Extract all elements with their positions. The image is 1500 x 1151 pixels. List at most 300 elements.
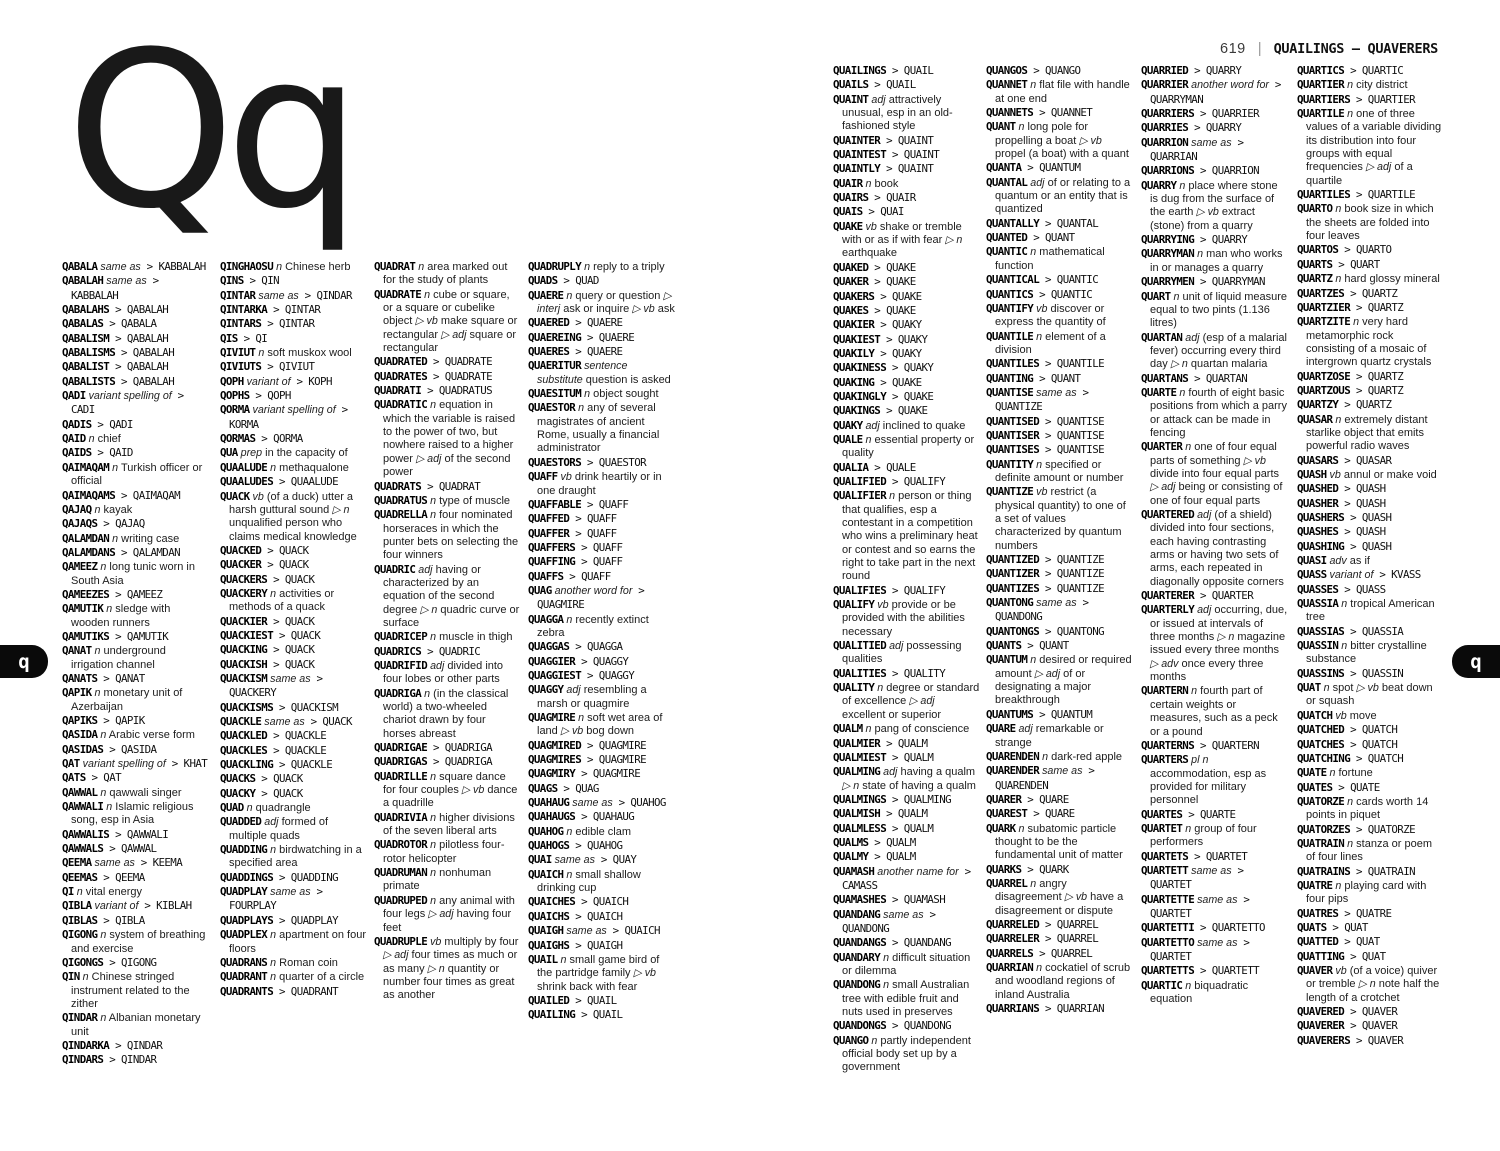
headword: QIBLA bbox=[62, 899, 92, 913]
headword: QUASSIA bbox=[1297, 597, 1339, 611]
headword: QUAVER bbox=[1297, 964, 1333, 977]
cross-reference: > QUAG bbox=[557, 781, 599, 795]
headword: QUANTIC bbox=[986, 245, 1028, 259]
headword: QUAVERED bbox=[1297, 1005, 1345, 1019]
dictionary-entry bbox=[1297, 497, 1444, 511]
cross-reference: > QUANDONG bbox=[995, 596, 1089, 624]
headword: QUADRELLA bbox=[374, 508, 428, 522]
headword: QUACKED bbox=[220, 543, 262, 557]
part-of-speech-label: n bbox=[880, 979, 890, 992]
headword: QUANTAL bbox=[986, 175, 1028, 189]
dictionary-entry bbox=[986, 807, 1133, 821]
cross-reference: > QUATCH bbox=[1344, 737, 1398, 751]
definition-text: group of four performers bbox=[1150, 822, 1257, 849]
dictionary-entry bbox=[1141, 739, 1288, 753]
cross-reference: > QUAHOG bbox=[569, 839, 623, 853]
headword: QUAKINGS bbox=[833, 404, 881, 418]
headword: QUADRATUS bbox=[374, 493, 428, 507]
headword: QUALIFIED bbox=[833, 474, 887, 488]
definition-text: quartan malaria bbox=[1187, 358, 1268, 371]
headword: QAJAQ bbox=[62, 502, 92, 516]
cross-reference: > QUASSIN bbox=[1344, 666, 1404, 680]
dictionary-entry bbox=[1297, 413, 1444, 454]
definition-text: Arabic verse form bbox=[106, 729, 195, 742]
dictionary-entry bbox=[1297, 583, 1444, 597]
dictionary-entry bbox=[528, 895, 675, 909]
dictionary-entry bbox=[1141, 603, 1288, 684]
part-of-speech-label: n bbox=[103, 603, 113, 616]
part-of-speech-label: ▷ vb bbox=[1076, 134, 1102, 147]
cross-reference: > QAIMAQAM bbox=[115, 488, 181, 502]
cross-reference: > QAMUTIK bbox=[109, 629, 169, 643]
part-of-speech-label: n bbox=[91, 645, 101, 658]
headword: QUASHED bbox=[1297, 482, 1339, 496]
cross-reference: > QUAHAUG bbox=[575, 810, 635, 824]
headword: QUADRATS bbox=[374, 479, 422, 493]
cross-reference: > QUACK bbox=[255, 772, 303, 786]
dictionary-entry bbox=[986, 932, 1133, 946]
headword: QUALIA bbox=[833, 460, 869, 474]
headword: QUACKISH bbox=[220, 657, 268, 671]
dictionary-entry bbox=[374, 384, 521, 398]
headword: QUACKER bbox=[220, 558, 262, 572]
headword: QUALE bbox=[833, 432, 863, 446]
dictionary-entry bbox=[62, 871, 209, 885]
part-of-speech-label: same as bbox=[261, 716, 305, 728]
headword: QOPHS bbox=[220, 389, 250, 403]
headword: QUASAR bbox=[1297, 412, 1333, 426]
definition-text: divide into four equal parts bbox=[1150, 467, 1280, 480]
definition-text: cockatiel of scrub and woodland regions of inland Australia bbox=[995, 962, 1131, 1001]
part-of-speech-label: adj bbox=[880, 766, 898, 779]
part-of-speech-label: n bbox=[97, 561, 107, 574]
dictionary-entry bbox=[220, 346, 367, 360]
dictionary-entry bbox=[220, 672, 367, 701]
dictionary-entry bbox=[62, 714, 209, 728]
cross-reference: > QORMA bbox=[255, 432, 303, 446]
headword: QAID bbox=[62, 432, 86, 446]
dictionary-entry bbox=[1297, 781, 1444, 795]
dictionary-entry bbox=[986, 245, 1133, 273]
dictionary-entry bbox=[1297, 639, 1444, 667]
part-of-speech-label: vb bbox=[1326, 468, 1341, 481]
dictionary-entry bbox=[62, 489, 209, 503]
dictionary-entry bbox=[374, 935, 521, 1003]
dictionary-entry bbox=[220, 843, 367, 871]
headword: QUARTERLY bbox=[1141, 603, 1195, 617]
dictionary-entry bbox=[528, 782, 675, 796]
dictionary-entry bbox=[62, 461, 209, 489]
dictionary-entry bbox=[374, 370, 521, 384]
dictionary-entry bbox=[833, 347, 980, 361]
definition-text: (of a shield) divided into four sections, each having contrasting arms or having two sets of arms, each repeated in diagonally opposite corners bbox=[1150, 509, 1284, 588]
dictionary-entry bbox=[1297, 64, 1444, 78]
headword: QUAINTER bbox=[833, 133, 881, 147]
headword: QUAIRS bbox=[833, 191, 869, 205]
headword: QUAEREING bbox=[528, 330, 582, 344]
part-of-speech-label: vb bbox=[874, 599, 889, 612]
dictionary-entry bbox=[1141, 136, 1288, 165]
part-of-speech-label: pl n bbox=[1188, 754, 1209, 767]
headword: QUARENDER bbox=[986, 764, 1040, 778]
headword: QUALIFIES bbox=[833, 583, 887, 597]
dictionary-entry bbox=[220, 715, 367, 729]
cross-reference: > QUACKLE bbox=[273, 758, 333, 772]
headword: QUAALUDES bbox=[220, 475, 274, 489]
cross-reference: > QEEMA bbox=[97, 870, 145, 884]
dictionary-entry bbox=[374, 563, 521, 631]
dictionary-entry bbox=[833, 205, 980, 219]
dictionary-entry bbox=[1141, 936, 1288, 965]
definition-text: have a disagreement or dispute bbox=[995, 891, 1124, 917]
thumb-tab-letter: q bbox=[1470, 650, 1482, 673]
part-of-speech-label: n bbox=[1194, 248, 1204, 261]
dictionary-entry bbox=[833, 191, 980, 205]
dictionary-entry bbox=[1141, 864, 1288, 893]
part-of-speech-label: variant spelling of bbox=[249, 404, 336, 417]
headword: QUADRATI bbox=[374, 384, 422, 398]
part-of-speech-label: n bbox=[267, 844, 277, 857]
dictionary-entry bbox=[833, 361, 980, 375]
headword: QUACKY bbox=[220, 786, 256, 800]
dictionary-entry bbox=[528, 512, 675, 526]
headword: QUATRES bbox=[1297, 906, 1339, 920]
cross-reference: > QINDAR bbox=[103, 1053, 157, 1067]
headword: QUAGMIRY bbox=[528, 767, 576, 781]
headword: QUARRIES bbox=[1141, 121, 1189, 135]
headword: QUARTIER bbox=[1297, 78, 1345, 92]
headword: QUARTETTO bbox=[1141, 935, 1195, 949]
dictionary-entry bbox=[220, 871, 367, 885]
part-of-speech-label: n bbox=[880, 951, 890, 964]
headword: QUANTICAL bbox=[986, 273, 1040, 287]
dictionary-entry bbox=[986, 863, 1133, 877]
definition-text: biquadratic equation bbox=[1150, 979, 1249, 1006]
cross-reference: > QUARRIER bbox=[1194, 107, 1260, 121]
headword: QUASSIN bbox=[1297, 639, 1339, 653]
definition-text: resembling a marsh or quagmire bbox=[537, 684, 647, 710]
cross-reference: > QUANTAL bbox=[1039, 216, 1099, 230]
cross-reference: > QUAI bbox=[862, 205, 904, 219]
dictionary-entry bbox=[220, 332, 367, 346]
dictionary-entry bbox=[220, 815, 367, 843]
cross-reference: > QUALITY bbox=[886, 666, 946, 680]
dictionary-entry bbox=[1297, 837, 1444, 865]
headword: QUANGO bbox=[833, 1033, 869, 1047]
cross-reference: > KHAT bbox=[165, 757, 208, 771]
cross-reference: > QUANGO bbox=[1027, 64, 1081, 77]
headword: QUARTETT bbox=[1141, 863, 1189, 877]
part-of-speech-label: n bbox=[1344, 837, 1354, 850]
cross-reference: > QUAESTOR bbox=[581, 455, 647, 469]
dictionary-entry bbox=[986, 722, 1133, 750]
headword: QUANTIZER bbox=[986, 567, 1040, 581]
dictionary-entry bbox=[833, 148, 980, 162]
dictionary-entry bbox=[528, 331, 675, 345]
part-of-speech-label: n bbox=[91, 503, 101, 516]
headword: QUARTETTS bbox=[1141, 964, 1195, 978]
definition-text: monetary unit of Azerbaijan bbox=[71, 687, 183, 713]
cross-reference: > QUALM bbox=[886, 821, 934, 835]
cross-reference: > QUATCH bbox=[1350, 751, 1404, 765]
headword: QUAERITUR bbox=[528, 359, 582, 373]
cross-reference: > QUARTZ bbox=[1350, 300, 1404, 314]
part-of-speech-label: ▷ n bbox=[1167, 358, 1188, 371]
headword: QABALIST bbox=[62, 360, 110, 374]
part-of-speech-label: variant spelling of bbox=[85, 390, 172, 403]
headword: QUALMIEST bbox=[833, 750, 887, 764]
dictionary-entry bbox=[833, 807, 980, 821]
dictionary-entry bbox=[1297, 907, 1444, 921]
headword: QUAILS bbox=[833, 78, 869, 92]
cross-reference: > QUARTE bbox=[1182, 807, 1236, 821]
headword: QUAFFABLE bbox=[528, 497, 582, 511]
dictionary-entry bbox=[986, 918, 1133, 932]
headword: QINS bbox=[220, 274, 244, 288]
headword: QAJAQS bbox=[62, 517, 98, 531]
headword: QUAG bbox=[528, 583, 552, 597]
headword: QUAERED bbox=[528, 316, 570, 330]
part-of-speech-label: n bbox=[1027, 877, 1037, 890]
headword: QUALM bbox=[833, 722, 863, 736]
dictionary-entry bbox=[528, 810, 675, 824]
dictionary-entry bbox=[1297, 625, 1444, 639]
definition-text: in the capacity of bbox=[262, 447, 348, 460]
cross-reference: > QUARREL bbox=[1039, 917, 1099, 931]
dictionary-entry bbox=[986, 330, 1133, 358]
part-of-speech-label: vb bbox=[1332, 709, 1347, 722]
headword: QUARTERED bbox=[1141, 508, 1195, 521]
definition-text: kayak bbox=[100, 503, 133, 516]
cross-reference: > QUASSIA bbox=[1344, 624, 1404, 638]
dictionary-entry bbox=[1297, 287, 1444, 301]
definition-text: man who works in or manages a quarry bbox=[1150, 248, 1283, 274]
part-of-speech-label: ▷ adj bbox=[425, 908, 454, 921]
cross-reference: > QUAIGH bbox=[569, 938, 623, 952]
headword: QUAGGY bbox=[528, 683, 564, 697]
cross-reference: > FOURPLAY bbox=[229, 885, 323, 913]
definition-text: discover or express the quantity of bbox=[995, 302, 1106, 329]
dictionary-entry bbox=[220, 558, 367, 572]
dictionary-entry bbox=[220, 629, 367, 643]
headword: QUARTZITE bbox=[1297, 315, 1351, 329]
headword: QUARTET bbox=[1141, 821, 1183, 835]
dictionary-entry bbox=[1141, 164, 1288, 178]
cross-reference: > QAJAQ bbox=[97, 517, 145, 531]
definition-text: Turkish officer or official bbox=[71, 461, 203, 488]
part-of-speech-label: n bbox=[1332, 413, 1342, 426]
dictionary-entry bbox=[374, 811, 521, 839]
part-of-speech-label: n bbox=[1344, 795, 1354, 808]
headword: QUADPLAYS bbox=[220, 913, 274, 927]
cross-reference: > QOPH bbox=[249, 389, 291, 403]
part-of-speech-label: n bbox=[575, 712, 585, 724]
dictionary-entry bbox=[986, 877, 1133, 918]
part-of-speech-label: n bbox=[85, 433, 95, 446]
headword: QUADPLEX bbox=[220, 928, 268, 942]
dictionary-entry bbox=[1141, 179, 1288, 233]
definition-text: Roman coin bbox=[276, 956, 338, 969]
dictionary-entry bbox=[528, 683, 675, 711]
definition-text: mathematical function bbox=[995, 246, 1105, 272]
dictionary-entry bbox=[1141, 440, 1288, 508]
dictionary-entry bbox=[833, 93, 980, 134]
headword: QUALMLESS bbox=[833, 821, 887, 835]
part-of-speech-label: n bbox=[862, 433, 872, 446]
definition-text: square or rectangular bbox=[383, 328, 516, 355]
definition-text: one of four equal parts of something bbox=[1150, 441, 1277, 467]
definition-text: partly independent official body set up by a government bbox=[842, 1034, 971, 1074]
definition-text: person or thing that qualifies, esp a contestant in a competition who wins a preliminary heat or contest and so earns the right to take part in the next round bbox=[842, 490, 978, 583]
definition-text: underground irrigation channel bbox=[71, 645, 166, 671]
part-of-speech-label: n bbox=[1027, 79, 1037, 92]
definition-text: note half the length of a crotchet bbox=[1306, 978, 1440, 1004]
dictionary-column-2 bbox=[220, 260, 367, 999]
definition-text: state of having a qualm bbox=[859, 779, 976, 792]
headword: QUANTISER bbox=[986, 428, 1040, 442]
dictionary-entry bbox=[1297, 243, 1444, 257]
headword: QUADRIFID bbox=[374, 658, 428, 672]
dictionary-entry bbox=[220, 885, 367, 914]
dictionary-entry bbox=[1297, 597, 1444, 625]
cross-reference: > QINTAR bbox=[267, 303, 321, 317]
headword: QUANTUMS bbox=[986, 707, 1034, 721]
dictionary-entry bbox=[528, 274, 675, 288]
dictionary-entry bbox=[1297, 454, 1444, 468]
dictionary-entry bbox=[833, 850, 980, 864]
headword: QUATRE bbox=[1297, 878, 1333, 892]
headword: QIS bbox=[220, 331, 238, 345]
headword: QUAGMIRES bbox=[528, 753, 582, 767]
part-of-speech-label: n bbox=[1170, 290, 1180, 303]
definition-text: flat file with handle at one end bbox=[995, 79, 1130, 105]
headword: QIGONG bbox=[62, 928, 98, 942]
headword: QUACKS bbox=[220, 772, 256, 786]
definition-text: of or designating a major breakthrough bbox=[995, 667, 1092, 707]
headword: QUAIR bbox=[833, 176, 863, 190]
headword: QASIDA bbox=[62, 728, 98, 742]
cross-reference: > QUACKLE bbox=[267, 743, 327, 757]
dictionary-entry bbox=[1297, 188, 1444, 202]
dictionary-entry bbox=[833, 333, 980, 347]
part-of-speech-label: n bbox=[427, 509, 437, 522]
dictionary-entry bbox=[62, 546, 209, 560]
headword: QUARTO bbox=[1297, 202, 1333, 216]
headword: QUAGMIRE bbox=[528, 711, 576, 724]
dictionary-entry bbox=[528, 753, 675, 767]
headword: QUADRUMAN bbox=[374, 866, 428, 880]
cross-reference: > QUARTET bbox=[1150, 892, 1250, 920]
dictionary-entry bbox=[62, 630, 209, 644]
headword: QUARTICS bbox=[1297, 64, 1345, 77]
cross-reference: > QUARRIAN bbox=[1039, 1002, 1105, 1016]
definition-text: of the second power bbox=[383, 452, 511, 479]
part-of-speech-label: n bbox=[267, 587, 277, 600]
definition-text: long pole for propelling a boat bbox=[995, 121, 1089, 147]
definition-text: recently extinct zebra bbox=[537, 613, 649, 639]
dictionary-entry bbox=[220, 928, 367, 956]
definition-text: small game bird of the partridge family bbox=[537, 953, 660, 980]
headword: QUARTETTE bbox=[1141, 892, 1195, 906]
headword: QUARTZ bbox=[1297, 272, 1333, 286]
dictionary-entry bbox=[62, 432, 209, 446]
headword: QANAT bbox=[62, 644, 92, 658]
headword: QORMAS bbox=[220, 432, 256, 446]
dictionary-entry bbox=[1297, 482, 1444, 496]
part-of-speech-label: n bbox=[415, 261, 425, 273]
headword: QUACKLING bbox=[220, 758, 274, 772]
dictionary-entry bbox=[528, 498, 675, 512]
cross-reference: > QUAT bbox=[1344, 949, 1386, 963]
dictionary-entry bbox=[220, 274, 367, 288]
dictionary-entry bbox=[986, 822, 1133, 863]
headword: QUACK bbox=[220, 489, 250, 503]
headword: QUANTISE bbox=[986, 385, 1034, 399]
cross-reference: > QUARK bbox=[1021, 862, 1069, 876]
dictionary-entry bbox=[833, 681, 980, 722]
dictionary-entry bbox=[1297, 1034, 1444, 1048]
headword: QUASSINS bbox=[1297, 666, 1345, 680]
dictionary-entry bbox=[833, 598, 980, 639]
dictionary-entry bbox=[1141, 808, 1288, 822]
part-of-speech-label: variant spelling of bbox=[79, 758, 166, 771]
cross-reference: > QUACK bbox=[267, 643, 315, 657]
part-of-speech-label: n bbox=[1332, 273, 1342, 286]
part-of-speech-label: n bbox=[267, 461, 277, 474]
headword: QUAIS bbox=[833, 205, 863, 219]
dictionary-entry bbox=[833, 261, 980, 275]
cross-reference: > QUARRYMAN bbox=[1150, 78, 1281, 106]
dictionary-entry bbox=[220, 914, 367, 928]
cross-reference: > QUAICH bbox=[575, 895, 629, 909]
headword: QUACKING bbox=[220, 643, 268, 657]
headword: QINTARS bbox=[220, 317, 262, 331]
dictionary-entry bbox=[833, 822, 980, 836]
cross-reference: > QUARTETTO bbox=[1194, 921, 1265, 935]
headword: QAWWALI bbox=[62, 800, 104, 814]
headword: QUARKS bbox=[986, 862, 1022, 876]
headword: QI bbox=[62, 885, 74, 899]
definition-text: edible clam bbox=[572, 825, 632, 838]
cross-reference: > QAPIK bbox=[97, 714, 145, 727]
headword: QUAKER bbox=[833, 275, 869, 289]
definition-text: Chinese stringed instrument related to the zither bbox=[71, 971, 190, 1010]
headword: QUANNETS bbox=[986, 106, 1034, 120]
dictionary-entry bbox=[62, 560, 209, 588]
headword: QUARTZES bbox=[1297, 286, 1345, 300]
part-of-speech-label: same as bbox=[1033, 386, 1077, 399]
cross-reference: > QUADRIC bbox=[421, 644, 481, 658]
cross-reference: > QUANTIC bbox=[1039, 273, 1099, 287]
cross-reference: > QUANTIZE bbox=[995, 385, 1089, 414]
dictionary-entry bbox=[62, 1039, 209, 1053]
dictionary-entry bbox=[62, 956, 209, 970]
part-of-speech-label: n bbox=[421, 288, 431, 301]
cross-reference: > QUACK bbox=[273, 628, 321, 642]
cross-reference: > QUAICH bbox=[569, 909, 623, 923]
headword: QUANDONGS bbox=[833, 1019, 887, 1033]
cross-reference: > QABALAH bbox=[109, 331, 169, 345]
headword: QUAGGIEST bbox=[528, 668, 582, 682]
headword: QAT bbox=[62, 757, 80, 771]
dictionary-entry bbox=[374, 480, 521, 494]
definition-text: magazine issued every three months bbox=[1150, 631, 1286, 657]
headword: QIBLAS bbox=[62, 913, 98, 927]
part-of-speech-label: same as bbox=[880, 908, 924, 921]
dictionary-entry bbox=[1297, 93, 1444, 107]
part-of-speech-label: n bbox=[97, 1012, 107, 1025]
dictionary-entry bbox=[986, 161, 1133, 175]
